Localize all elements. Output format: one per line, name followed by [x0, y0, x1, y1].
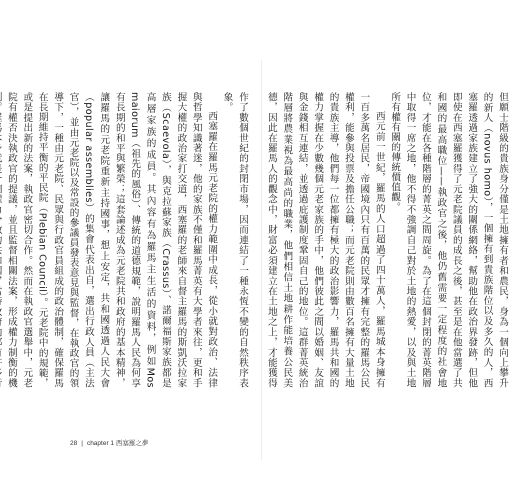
right-page-body	[265, 92, 510, 388]
paragraph: 作了數個世紀的封閉市場，因而連結了一種永恆不變的自然秩序表象。	[221, 92, 248, 388]
paragraph: 但願士階級的貴族身分僅是土地擁有者和農民，身為一個向上攀升的新人（novus homo），一個擁有到貴族階位以及多久的人，西塞羅透過家族建立了強大的關係網絡，幫助他在政治界發跡，但他即使在西塞羅獲得了元老院議員的成長之後，甚至是在他當選了共和國的最高職位——執政官之後，他仍舊需要一定程度的社會地位，才能在各種階層的菁英之間周旋。為了在這個封閉的菁英階層中取得一席之地，他不得不強調自己對於土地的熱愛，以及與土地所有權有關的傳統價值觀。	[389, 92, 508, 388]
footer-separator: |	[81, 440, 83, 447]
paragraph: 西元前一世紀，羅馬的人口超過了四十萬人，羅馬城本身擁有一百多萬名居民，帝國境內只有百萬的民眾才擁有完整的羅馬公民權利，能參與投票及擔任公職；而元老院則由數百名擁有大量土地的貴族主導，他們每一位都擁有極大的政治影響力，羅馬共和國的權力掌握在少數幾個元老家族的手中，他們彼此之間以婚姻、友誼與金錢相互連結，並透過庇護制度鞏固自己的地位。這群菁英統治階層將農業視為最高尚的職業，他們相信土地耕作能培養公民美德，因此在羅馬人的觀念中，財富必須建立在土地之上，才能獲得	[265, 92, 385, 388]
chapter-title: 西塞羅之夢	[115, 440, 149, 447]
page-number: 28	[70, 440, 78, 447]
left-page-body	[5, 92, 250, 388]
chapter-label: chapter 1	[86, 440, 115, 447]
left-page-footer	[70, 438, 148, 447]
paragraph: 西塞羅在羅馬元老院的權力範圍中成長，從小就對政治、法律與哲學知識著迷，他的家族不僅和羅馬菁英有大學者來往，更和手握大權的政治家打交道，西塞羅的老師來自督主羅馬的斯凱沃拉家族（Scaevola），與克拉蘇家族（Crassus）、諾爾福斯家族都是高層家族的成員。其內容有為羅馬主生活的資料，例如Mos maiorum（祖先的風俗）、傳統的道德規範，說明羅馬人民為何享有長期的和平與繁榮；這套論述成為元老院共和政府的基本精神，讓羅馬的元老院重新主持國事，想上安定，共和國透過人民大會（popular assemblies）的集會代表出自，選出行政人員（主法官），並由元老院以及常設的參議員發表意見與監督，在執政官的領導下，一種由元老院、民眾與行政官員組成的政治體制，確保羅馬在長期維持平衡的平民院（Plebian Council）。元老院中的規範，或是提出新的法案，執政官密切合作。然而在執政官選舉中，元老院有權否決執政官的提議，並且監督相關法案，形成權力制衡的機	[5, 92, 218, 388]
right-page	[262, 0, 520, 500]
